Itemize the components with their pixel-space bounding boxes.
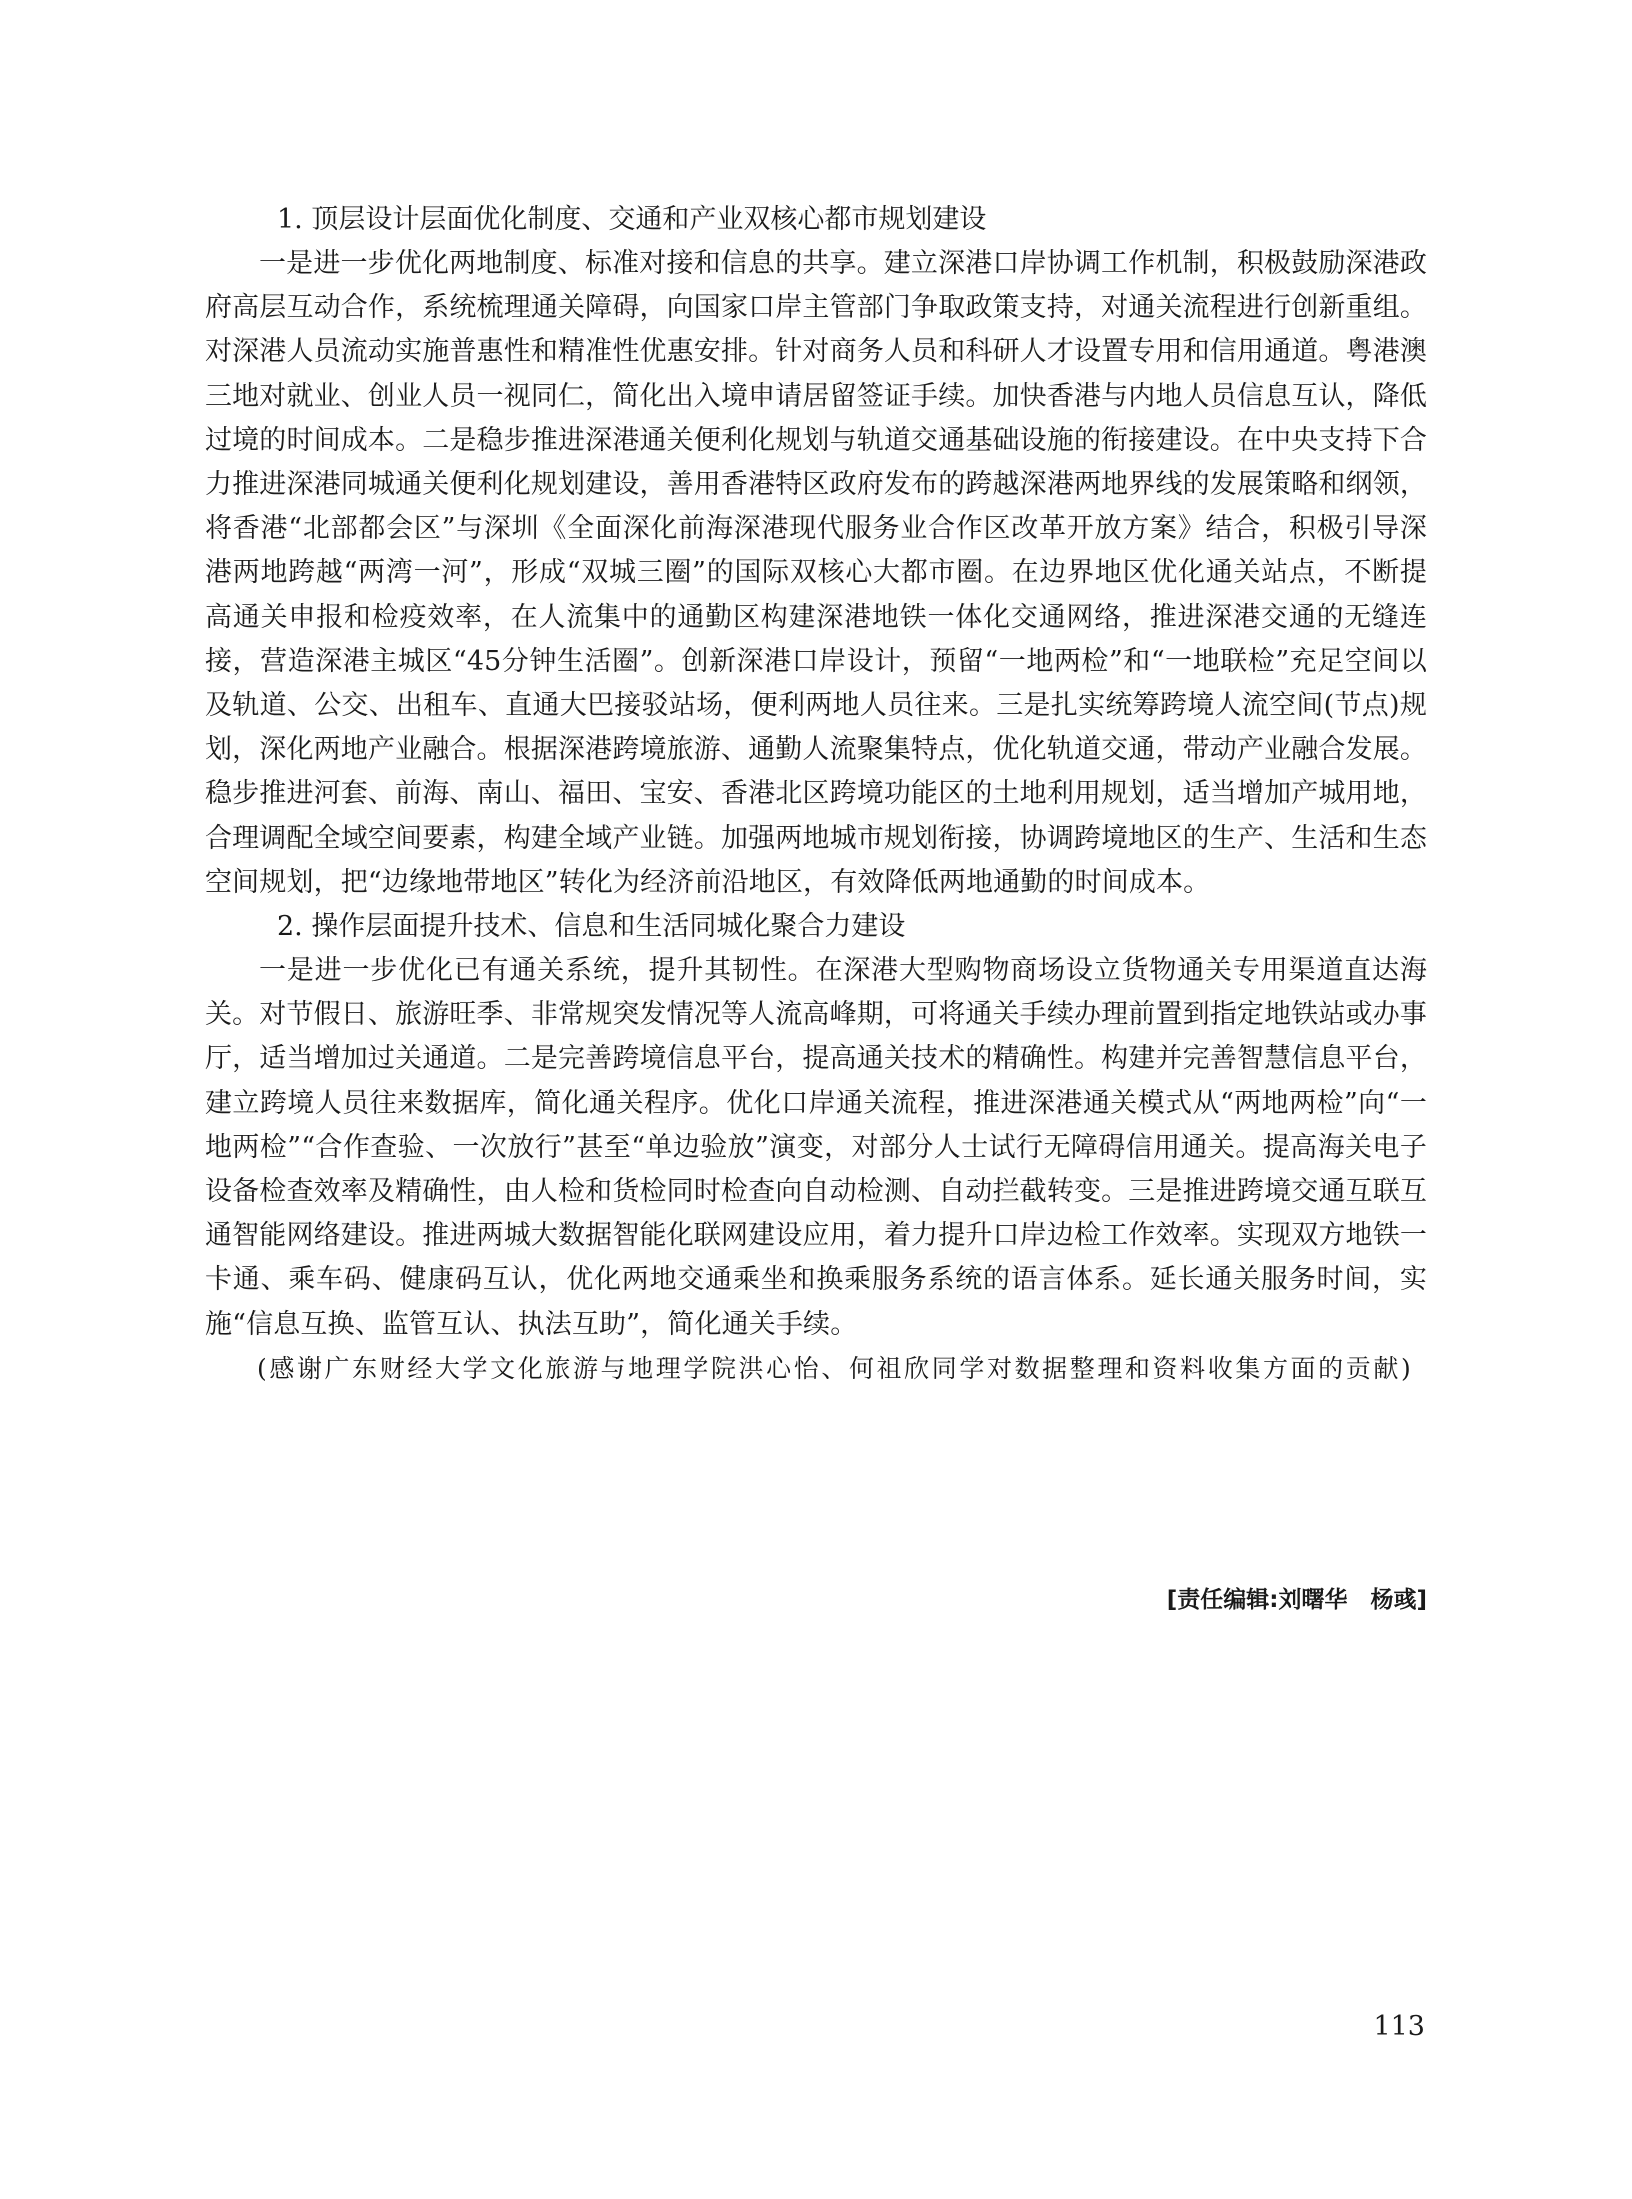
acknowledgement: (感谢广东财经大学文化旅游与地理学院洪心怡、何祖欣同学对数据整理和资料收集方面的贡献)	[257, 1353, 1414, 1383]
article-body	[205, 198, 1427, 1391]
section-2-heading: 2. 操作层面提升技术、信息和生活同城化聚合力建设	[277, 911, 906, 943]
page-number: 113	[1373, 2011, 1425, 2042]
editor-credit: [责任编辑:刘曙华 杨彧]	[1166, 1587, 1427, 1613]
section-1-paragraph: 一是进一步优化两地制度、标准对接和信息的共享。建立深港口岸协调工作机制，积极鼓励深港政府高层互动合作，系统梳理通关障碍，向国家口岸主管部门争取政策支持，对通关流程进行创新重组。对深港人员流动实施普惠性和精准性优惠安排。针对商务人员和科研人才设置专用和信用通道。粤港澳三地对就业、创业人员一视同仁，简化出入境申请居留签证手续。加快香港与内地人员信息互认，降低过境的时间成本。二是稳步推进深港通关便利化规划与轨道交通基础设施的衔接建设。在中央支持下合力推进深港同城通关便利化规划建设，善用香港特区政府发布的跨越深港两地界线的发展策略和纲领，将香港“北部都会区”与深圳《全面深化前海深港现代服务业合作区改革开放方案》结合，积极引导深港两地跨越“两湾一河”，形成“双城三圈”的国际双核心大都市圈。在边界地区优化通关站点，不断提高通关申报和检疫效率，在人流集中的通勤区构建深港地铁一体化交通网络，推进深港交通的无缝连接，营造深港主城区“45分钟生活圈”。创新深港口岸设计，预留“一地两检”和“一地联检”充足空间以及轨道、公交、出租车、直通大巴接驳站场，便利两地人员往来。三是扎实统筹跨境人流空间(节点)规划，深化两地产业融合。根据深港跨境旅游、通勤人流聚集特点，优化轨道交通，带动产业融合发展。稳步推进河套、前海、南山、福田、宝安、香港北区跨境功能区的土地利用规划，适当增加产城用地，合理调配全域空间要素，构建全域产业链。加强两地城市规划衔接，协调跨境地区的生产、生活和生态空间规划，把“边缘地带地区”转化为经济前沿地区，有效降低两地通勤的时间成本。	[205, 248, 1427, 898]
section-1-heading: 1. 顶层设计层面优化制度、交通和产业双核心都市规划建设	[277, 204, 987, 235]
section-2-paragraph: 一是进一步优化已有通关系统，提升其韧性。在深港大型购物商场设立货物通关专用渠道直达海关。对节假日、旅游旺季、非常规突发情况等人流高峰期，可将通关手续办理前置到指定地铁站或办事厅，适当增加过关通道。二是完善跨境信息平台，提高通关技术的精确性。构建并完善智慧信息平台，建立跨境人员往来数据库，简化通关程序。优化口岸通关流程，推进深港通关模式从“两地两检”向“一地两检”“合作查验、一次放行”甚至“单边验放”演变，对部分人士试行无障碍信用通关。提高海关电子设备检查效率及精确性，由人检和货检同时检查向自动检测、自动拦截转变。三是推进跨境交通互联互通智能网络建设。推进两城大数据智能化联网建设应用，着力提升口岸边检工作效率。实现双方地铁一卡通、乘车码、健康码互认，优化两地交通乘坐和换乘服务系统的语言体系。延长通关服务时间，实施“信息互换、监管互认、执法互助”，简化通关手续。	[205, 955, 1427, 1340]
